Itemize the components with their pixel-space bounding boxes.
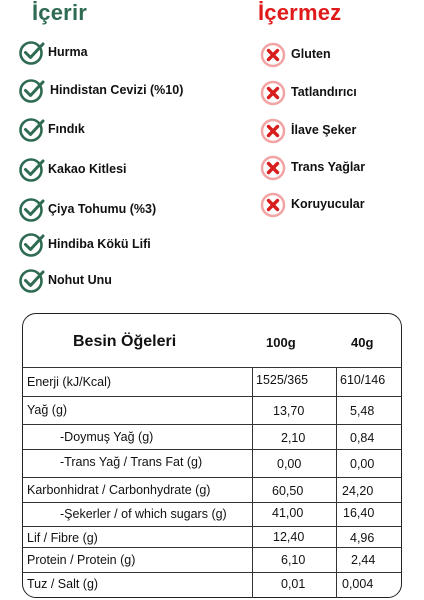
excludes-item: [259, 116, 356, 144]
row-value-40g: 2,44: [351, 553, 376, 567]
contains-item: [18, 38, 88, 66]
row-value-40g: 0,00: [350, 457, 375, 471]
check-icon: [18, 195, 46, 223]
contains-item-label: Fındık: [48, 122, 85, 136]
contains-item: [18, 230, 151, 258]
contains-item: [18, 155, 127, 183]
check-icon: [18, 230, 46, 258]
table-divider: [22, 424, 402, 425]
cross-icon: [259, 153, 287, 181]
check-icon: [18, 155, 46, 183]
table-header-40g: 40g: [351, 335, 374, 350]
row-value-40g: 5,48: [350, 404, 375, 418]
excludes-item-label: Trans Yağlar: [291, 160, 366, 174]
row-name: Yağ (g): [27, 403, 68, 417]
row-value-40g: 0,004: [342, 577, 374, 591]
cross-icon: [259, 78, 287, 106]
excludes-title: İçermez: [258, 0, 342, 25]
row-name: -Trans Yağ / Trans Fat (g): [60, 455, 203, 469]
table-divider: [22, 367, 402, 368]
row-value-100g: 13,70: [273, 404, 305, 418]
table-column-divider: [252, 367, 253, 598]
row-value-100g: 60,50: [272, 484, 304, 498]
contains-item-label: Hurma: [48, 45, 88, 59]
contains-item-label: Hindistan Cevizi (%10): [50, 83, 184, 97]
row-value-40g: 4,96: [350, 531, 375, 545]
row-name: Protein / Protein (g): [27, 553, 136, 567]
contains-item: [18, 115, 85, 143]
table-divider: [22, 477, 402, 478]
row-name: Enerji (kJ/Kcal): [27, 375, 112, 389]
row-value-40g: 0,84: [350, 431, 375, 445]
contains-item: [18, 195, 156, 223]
contains-item: [18, 266, 112, 294]
table-column-divider: [336, 367, 337, 598]
excludes-item: [259, 190, 365, 218]
contains-item-label: Hindiba Kökü Lifi: [48, 237, 151, 251]
check-icon: [18, 76, 46, 104]
row-value-100g: 12,40: [273, 530, 305, 544]
excludes-item: [259, 78, 357, 106]
cross-icon: [259, 116, 287, 144]
excludes-item-label: Gluten: [291, 47, 331, 61]
row-value-40g: 24,20: [342, 484, 374, 498]
table-divider: [22, 396, 402, 397]
contains-item-label: Nohut Unu: [48, 273, 112, 287]
row-value-100g: 6,10: [281, 553, 306, 567]
contains-item: [18, 76, 183, 104]
cross-icon: [259, 190, 287, 218]
excludes-item-label: İlave Şeker: [291, 123, 357, 137]
contains-title: İçerir: [32, 0, 88, 25]
table-divider: [22, 526, 402, 527]
row-value-40g: 16,40: [343, 506, 375, 520]
row-value-100g: 2,10: [281, 431, 306, 445]
row-value-100g: 0,01: [281, 577, 306, 591]
excludes-item-label: Tatlandırıcı: [291, 85, 357, 99]
row-name: Tuz / Salt (g): [27, 577, 99, 591]
excludes-item: [259, 40, 331, 68]
row-name: -Doymuş Yağ (g): [60, 430, 154, 444]
row-value-100g: 41,00: [272, 506, 304, 520]
table-header-nutrients: Besin Öğeleri: [73, 333, 177, 350]
row-value-40g: 610/146: [340, 373, 386, 387]
cross-icon: [259, 40, 287, 68]
check-icon: [18, 115, 46, 143]
table-divider: [22, 572, 402, 573]
row-name: Karbonhidrat / Carbonhydrate (g): [27, 483, 211, 497]
table-header-100g: 100g: [266, 335, 296, 350]
contains-item-label: Kakao Kitlesi: [48, 162, 127, 176]
row-value-100g: 0,00: [277, 457, 302, 471]
table-divider: [22, 449, 402, 450]
row-name: -Şekerler / of which sugars (g): [60, 507, 227, 521]
excludes-item-label: Koruyucular: [291, 197, 365, 211]
row-value-100g: 1525/365: [256, 373, 309, 387]
check-icon: [18, 266, 46, 294]
row-name: Lif / Fibre (g): [27, 531, 98, 545]
excludes-item: [259, 153, 365, 181]
table-divider: [22, 547, 402, 548]
contains-item-label: Çiya Tohumu (%3): [48, 202, 157, 216]
check-icon: [18, 38, 46, 66]
table-divider: [22, 502, 402, 503]
